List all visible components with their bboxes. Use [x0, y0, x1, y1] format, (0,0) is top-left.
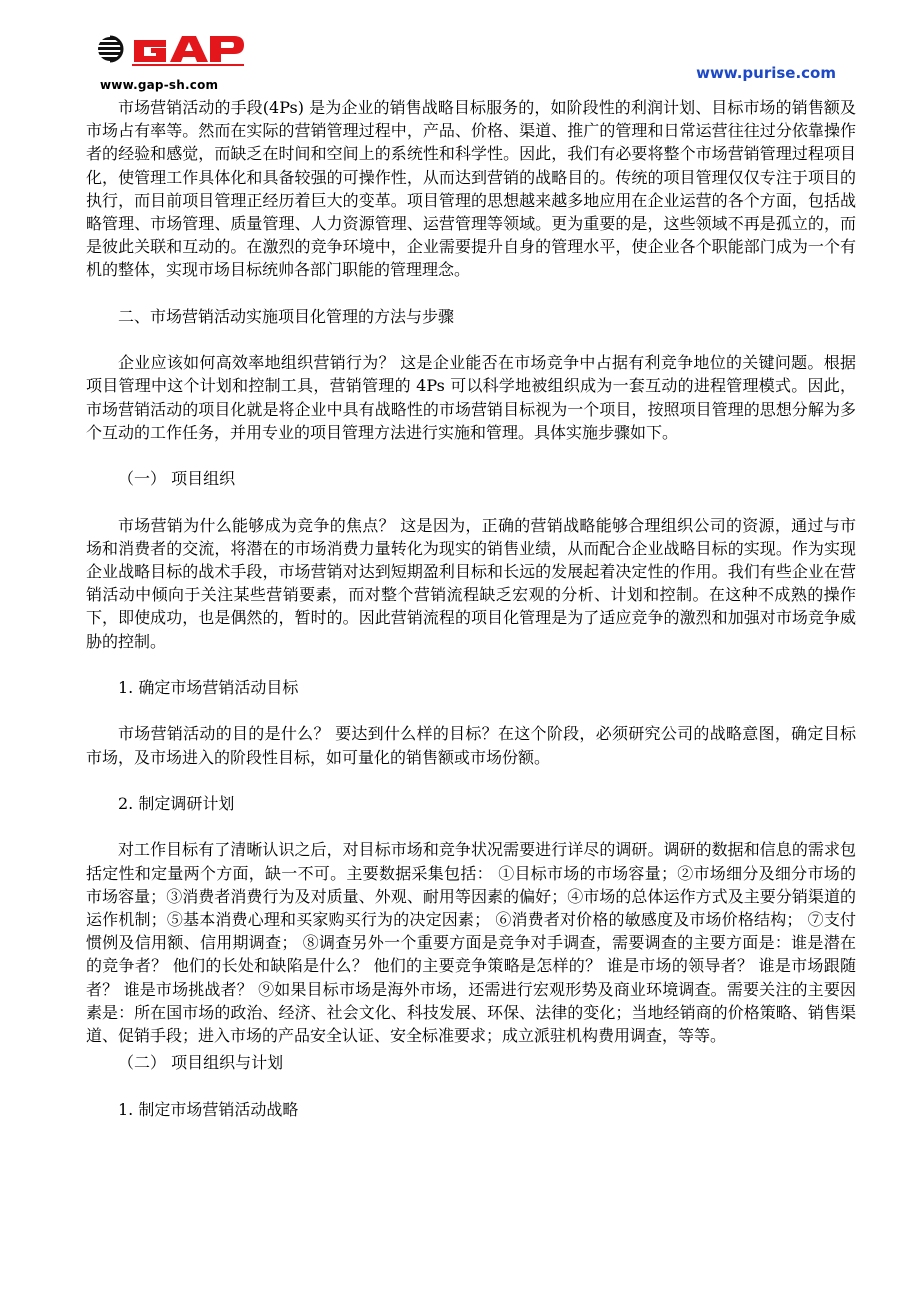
subsection-heading: （一） 项目组织 [118, 469, 236, 489]
logo-website-text: www.gap-sh.com [100, 78, 219, 92]
paragraph: 市场营销活动的目的是什么？ 要达到什么样的目标？在这个阶段，必须研究公司的战略意图，确定目标市场，及市场进入的阶段性目标，如可量化的销售额或市场份额。 [86, 724, 856, 767]
site-link[interactable]: www.purise.com [696, 64, 836, 82]
page-header [0, 0, 920, 98]
paragraph: 企业应该如何高效率地组织营销行为？ 这是企业能否在市场竞争中占据有利竞争地位的关键问题。根据项目管理中这个计划和控制工具，营销管理的 4Ps 可以科学地被组织成为一套互动的进程管理模式。因此，市场营销活动的项目化就是将企业中具有战略性的市场营销目标视为一个项目，按照项目管理的思想分解为多个互动的工作任务，并用专业的项目管理方法进行实施和管理。具体实施步骤如下。 [86, 353, 856, 442]
step-heading: 1. 制定市场营销活动战略 [118, 1099, 299, 1119]
paragraph-intro: 市场营销活动的手段(4Ps) 是为企业的销售战略目标服务的，如阶段性的利润计划、目标市场的销售额及市场占有率等。然而在实际的营销管理过程中，产品、价格、渠道、推广的管理和日常运营往往过分依靠操作者的经验和感觉，而缺乏在时间和空间上的系统性和科学性。因此，我们有必要将整个市场营销管理过程项目化，使管理工作具体化和具备较强的可操作性，从而达到营销的战略目的。传统的项目管理仅仅专注于项目的执行，而目前项目管理正经历着巨大的变革。项目管理的思想越来越多地应用在企业运营的各个方面，包括战略管理、市场管理、质量管理、人力资源管理、运营管理等领域。更为重要的是，这些领域不再是孤立的，而是彼此关联和互动的。在激烈的竞争环境中，企业需要提升自身的管理水平，使企业各个职能部门成为一个有机的整体，实现市场目标统帅各部门职能的管理理念。 [86, 98, 856, 280]
subsection-heading: （二） 项目组织与计划 [118, 1053, 284, 1073]
step-heading: 2. 制定调研计划 [118, 793, 235, 813]
document-body [86, 96, 856, 1121]
globe-emblem-icon [97, 37, 123, 61]
section-heading: 二、市场营销活动实施项目化管理的方法与步骤 [118, 306, 455, 326]
paragraph: 市场营销为什么能够成为竞争的焦点？ 这是因为，正确的营销战略能够合理组织公司的资源，通过与市场和消费者的交流，将潜在的市场消费力量转化为现实的销售业绩，从而配合企业战略目标的实现。作为实现企业战略目标的战术手段，市场营销对达到短期盈利目标和长远的发展起着决定性的作用。我们有些企业在营销活动中倾向于关注某些营销要素，而对整个营销流程缺乏宏观的分析、计划和控制。在这种不成熟的操作下，即使成功，也是偶然的，暂时的。因此营销流程的项目化管理是为了适应竞争的激烈和加强对市场竞争威胁的控制。 [86, 515, 856, 651]
paragraph: 对工作目标有了清晰认识之后，对目标市场和竞争状况需要进行详尽的调研。调研的数据和信息的需求包括定性和定量两个方面，缺一不可。主要数据采集包括： ①目标市场的市场容量；②市场细分及细分市场的市场容量；③消费者消费行为及对质量、外观、耐用等因素的偏好；④市场的总体运作方式及主要分销渠道的运作机制；⑤基本消费心理和买家购买行为的决定因素； ⑥消费者对价格的敏感度及市场价格结构； ⑦支付惯例及信用额、信用期调查； ⑧调查另外一个重要方面是竞争对手调查，需要调查的主要方面是：谁是潜在的竞争者？ 他们的长处和缺陷是什么？ 他们的主要竞争策略是怎样的？ 谁是市场的领导者？ 谁是市场跟随者？ 谁是市场挑战者？ ⑨如果目标市场是海外市场，还需进行宏观形势及商业环境调查。需要关注的主要因素是：所在国市场的政治、经济、社会文化、科技发展、环保、法律的变化；当地经销商的价格策略、销售渠道、促销手段；进入市场的产品安全认证、安全标准要求；成立派驻机构费用调查，等等。 [86, 840, 856, 1045]
gap-wordmark-icon [134, 36, 244, 62]
step-heading: 1. 确定市场营销活动目标 [118, 678, 299, 697]
